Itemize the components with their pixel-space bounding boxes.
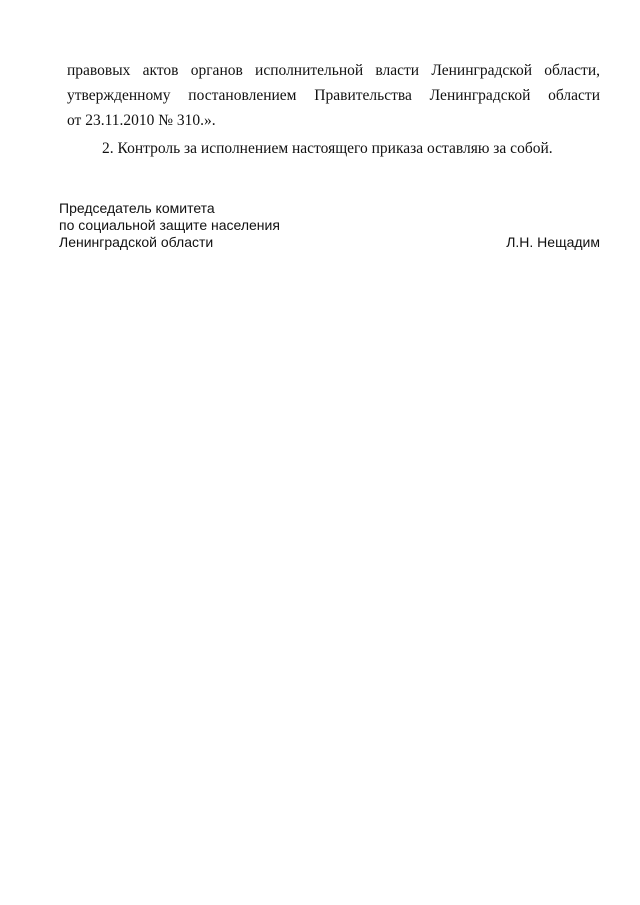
paragraph-line-2: утвержденному постановлением Правительства Ленинградской области xyxy=(67,87,600,104)
paragraph-continuation xyxy=(67,58,600,161)
signer-position-line-3: Ленинградской области xyxy=(59,234,214,250)
paragraph-line-1: правовых актов органов исполнительной власти Ленинградской области, xyxy=(67,62,600,79)
signature-row xyxy=(59,234,600,251)
paragraph-line-3: от 23.11.2010 № 310.». xyxy=(67,112,216,129)
signer-position-line-1: Председатель комитета xyxy=(59,200,215,216)
signer-position-line-2: по социальной защите населения xyxy=(59,217,280,233)
item-2-paragraph: 2. Контроль за исполнением настоящего приказа оставляю за собой. xyxy=(102,140,553,157)
signer-name: Л.Н. Нещадим xyxy=(506,234,600,250)
signature-block xyxy=(59,200,600,251)
